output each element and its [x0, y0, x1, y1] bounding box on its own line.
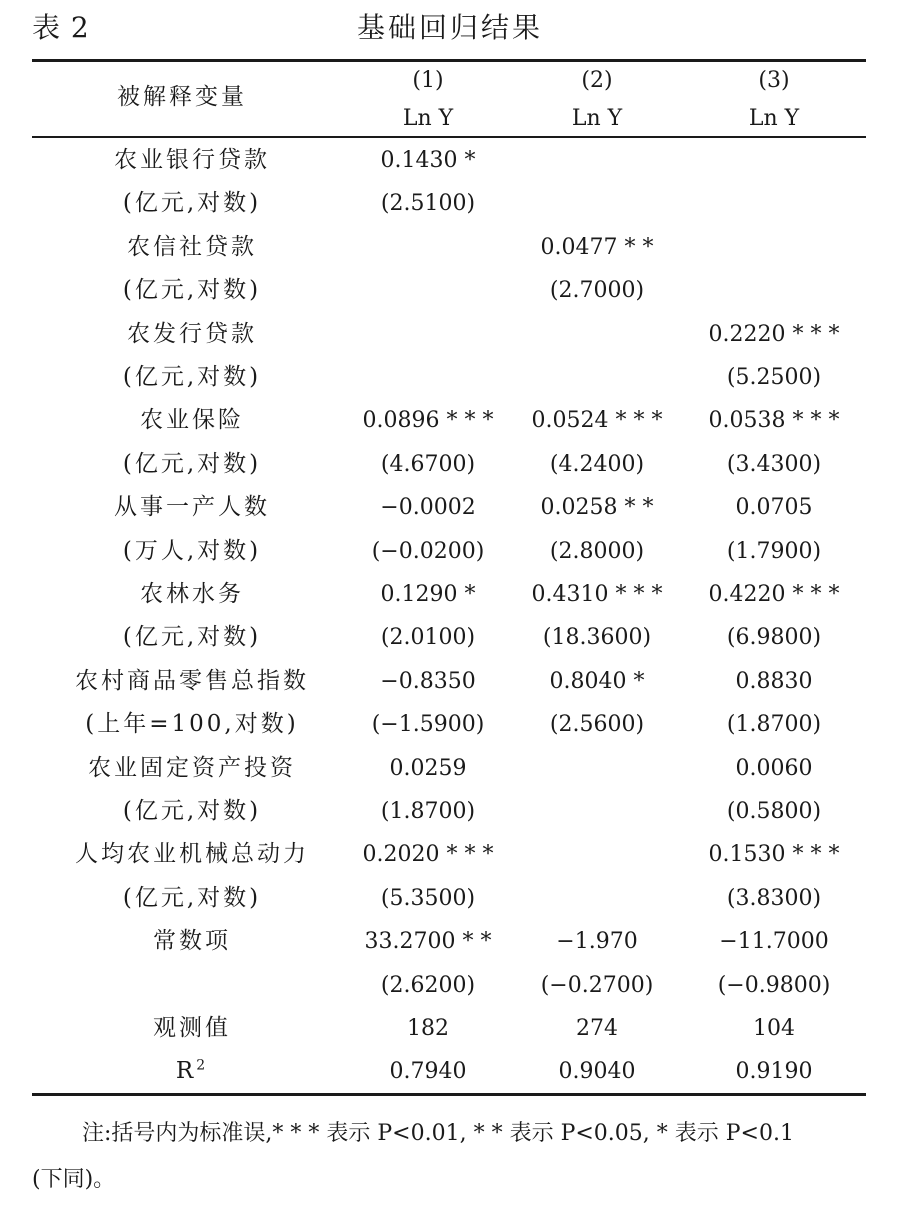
r2-superscript: 2: [196, 1057, 209, 1074]
row-label: (上年=100,对数): [85, 711, 299, 738]
column-header-3: [694, 62, 854, 138]
table-row: [0, 616, 900, 659]
cell-col-2: 0.8040 *: [549, 668, 645, 694]
cell-col-1: 33.2700 * *: [364, 929, 492, 955]
table-note-continued: (下同)。: [32, 1167, 116, 1192]
table-note: 注:括号内为标准误,* * * 表示 P<0.01, * * 表示 P<0.05, * 表示 P<0.1: [82, 1121, 794, 1146]
cell-col-3: (3.4300): [726, 451, 822, 477]
row-label: [32, 1050, 352, 1093]
cell-col-3: (−0.9800): [717, 972, 831, 998]
cell-col-2: [517, 877, 677, 920]
cell-col-1: [348, 269, 508, 312]
cell-col-3: 104: [753, 1016, 795, 1041]
cell-col-1: (−1.5900): [371, 712, 485, 738]
table-row: [0, 139, 900, 182]
cell-col-2: −1.970: [556, 929, 638, 955]
row-label: 农业银行贷款: [114, 147, 270, 173]
cell-col-1: −0.8350: [380, 668, 476, 694]
cell-col-1: (−0.0200): [371, 538, 485, 564]
column-dependent: Ln Y: [571, 106, 623, 131]
cell-col-3: 0.2220 * * *: [708, 321, 840, 347]
cell-col-2: [517, 747, 677, 790]
row-label: 常数项: [153, 928, 231, 955]
cell-col-2: (18.3600): [542, 625, 652, 651]
cell-col-3: 0.0538 * * *: [708, 408, 840, 434]
cell-col-1: 0.0896 * * *: [362, 408, 494, 434]
cell-col-1: 0.2020 * * *: [362, 842, 494, 868]
cell-col-2: [517, 313, 677, 356]
cell-col-3: (0.5800): [726, 799, 822, 824]
cell-col-2: (2.8000): [549, 538, 645, 564]
row-label: [32, 964, 352, 1007]
row-label: 观测值: [153, 1015, 231, 1041]
row-label: 农村商品零售总指数: [75, 667, 309, 694]
column-number: (2): [581, 68, 613, 93]
table-row: [0, 313, 900, 356]
row-label: (亿元,对数): [122, 884, 262, 911]
cell-col-1: −0.0002: [380, 495, 476, 521]
cell-col-3: 0.0705: [735, 495, 813, 521]
table-row: [0, 486, 900, 529]
cell-col-3: [694, 182, 854, 225]
cell-col-1: (2.0100): [380, 625, 476, 651]
cell-col-2: 0.4310 * * *: [531, 582, 663, 607]
cell-col-2: (2.7000): [549, 278, 645, 304]
cell-col-3: (5.2500): [726, 365, 822, 390]
row-label: 从事一产人数: [114, 494, 270, 521]
header-rule: [32, 136, 866, 138]
dependent-variable-label: 被解释变量: [117, 84, 247, 110]
r2-base: R: [175, 1058, 197, 1085]
cell-col-3: −11.7000: [719, 929, 829, 955]
table-row: [0, 747, 900, 790]
row-label: (亿元,对数): [122, 624, 262, 651]
row-label: 农业固定资产投资: [88, 754, 296, 781]
cell-col-1: [348, 356, 508, 399]
cell-col-1: 0.0259: [389, 755, 467, 781]
column-number: (1): [412, 68, 444, 93]
row-label: 人均农业机械总动力: [75, 841, 309, 868]
table-row: [0, 443, 900, 486]
table-row: [0, 964, 900, 1007]
row-label: (亿元,对数): [122, 450, 262, 477]
cell-col-2: [517, 790, 677, 833]
table-row: [0, 660, 900, 703]
table-row: [0, 833, 900, 876]
cell-col-1: (2.6200): [380, 972, 476, 998]
row-label: (亿元,对数): [122, 277, 262, 304]
cell-col-2: [517, 356, 677, 399]
cell-col-3: (1.7900): [726, 538, 822, 564]
table-title: 基础回归结果: [356, 11, 543, 44]
column-header-1: [348, 62, 508, 138]
cell-col-1: (1.8700): [380, 799, 476, 824]
cell-col-3: 0.0060: [735, 755, 813, 781]
cell-col-1: 0.1290 *: [380, 582, 476, 607]
cell-col-1: 0.7940: [389, 1059, 467, 1085]
cell-col-3: [694, 139, 854, 182]
cell-col-2: 274: [576, 1016, 618, 1041]
row-label: (万人,对数): [122, 537, 262, 564]
row-label: (亿元,对数): [122, 798, 262, 824]
row-label: 农林水务: [140, 581, 244, 607]
cell-col-3: [694, 269, 854, 312]
cell-col-3: 0.8830: [735, 668, 813, 694]
table-row: [0, 530, 900, 573]
table-row: [0, 790, 900, 833]
cell-col-2: 0.0524 * * *: [531, 408, 663, 434]
cell-col-3: (3.8300): [726, 885, 822, 911]
table-row: [0, 703, 900, 746]
cell-col-2: (−0.2700): [540, 972, 654, 998]
cell-col-3: 0.1530 * * *: [708, 842, 840, 868]
cell-col-2: [517, 139, 677, 182]
column-dependent: Ln Y: [402, 106, 454, 131]
cell-col-3: (1.8700): [726, 712, 822, 738]
row-label: 农信社贷款: [127, 233, 257, 260]
cell-col-2: [517, 833, 677, 876]
bottom-rule: [32, 1093, 866, 1096]
table-row: [0, 573, 900, 616]
table-row: [0, 877, 900, 920]
row-label: (亿元,对数): [122, 190, 262, 217]
row-label: 农发行贷款: [127, 320, 257, 347]
cell-col-3: 0.4220 * * *: [708, 582, 840, 607]
table-row: [0, 1007, 900, 1050]
cell-col-2: 0.0258 * *: [540, 495, 654, 521]
table-header: [0, 2, 900, 46]
table-row: [0, 399, 900, 442]
table-row: [0, 182, 900, 225]
column-number: (3): [758, 68, 790, 93]
table-row: [0, 226, 900, 269]
row-label: (亿元,对数): [122, 364, 262, 390]
table-label: 表 2: [32, 11, 90, 44]
cell-col-2: [517, 182, 677, 225]
cell-col-1: (4.6700): [380, 451, 476, 477]
cell-col-3: [694, 226, 854, 269]
table-row-r2: [0, 1050, 900, 1093]
table-row: [0, 356, 900, 399]
cell-col-3: (6.9800): [726, 625, 822, 651]
cell-col-3: 0.9190: [735, 1059, 813, 1085]
cell-col-1: (5.3500): [380, 885, 476, 911]
cell-col-2: 0.9040: [558, 1059, 636, 1085]
cell-col-1: [348, 313, 508, 356]
table-row: [0, 920, 900, 963]
column-header-2: [517, 62, 677, 138]
row-label: 农业保险: [140, 407, 244, 434]
cell-col-1: [348, 226, 508, 269]
column-dependent: Ln Y: [748, 106, 800, 131]
cell-col-2: 0.0477 * *: [540, 234, 654, 260]
table-row: [0, 269, 900, 312]
cell-col-1: 182: [407, 1016, 449, 1041]
cell-col-2: (2.5600): [549, 712, 645, 738]
cell-col-1: (2.5100): [380, 191, 476, 217]
cell-col-2: (4.2400): [549, 451, 645, 477]
cell-col-1: 0.1430 *: [380, 148, 476, 173]
